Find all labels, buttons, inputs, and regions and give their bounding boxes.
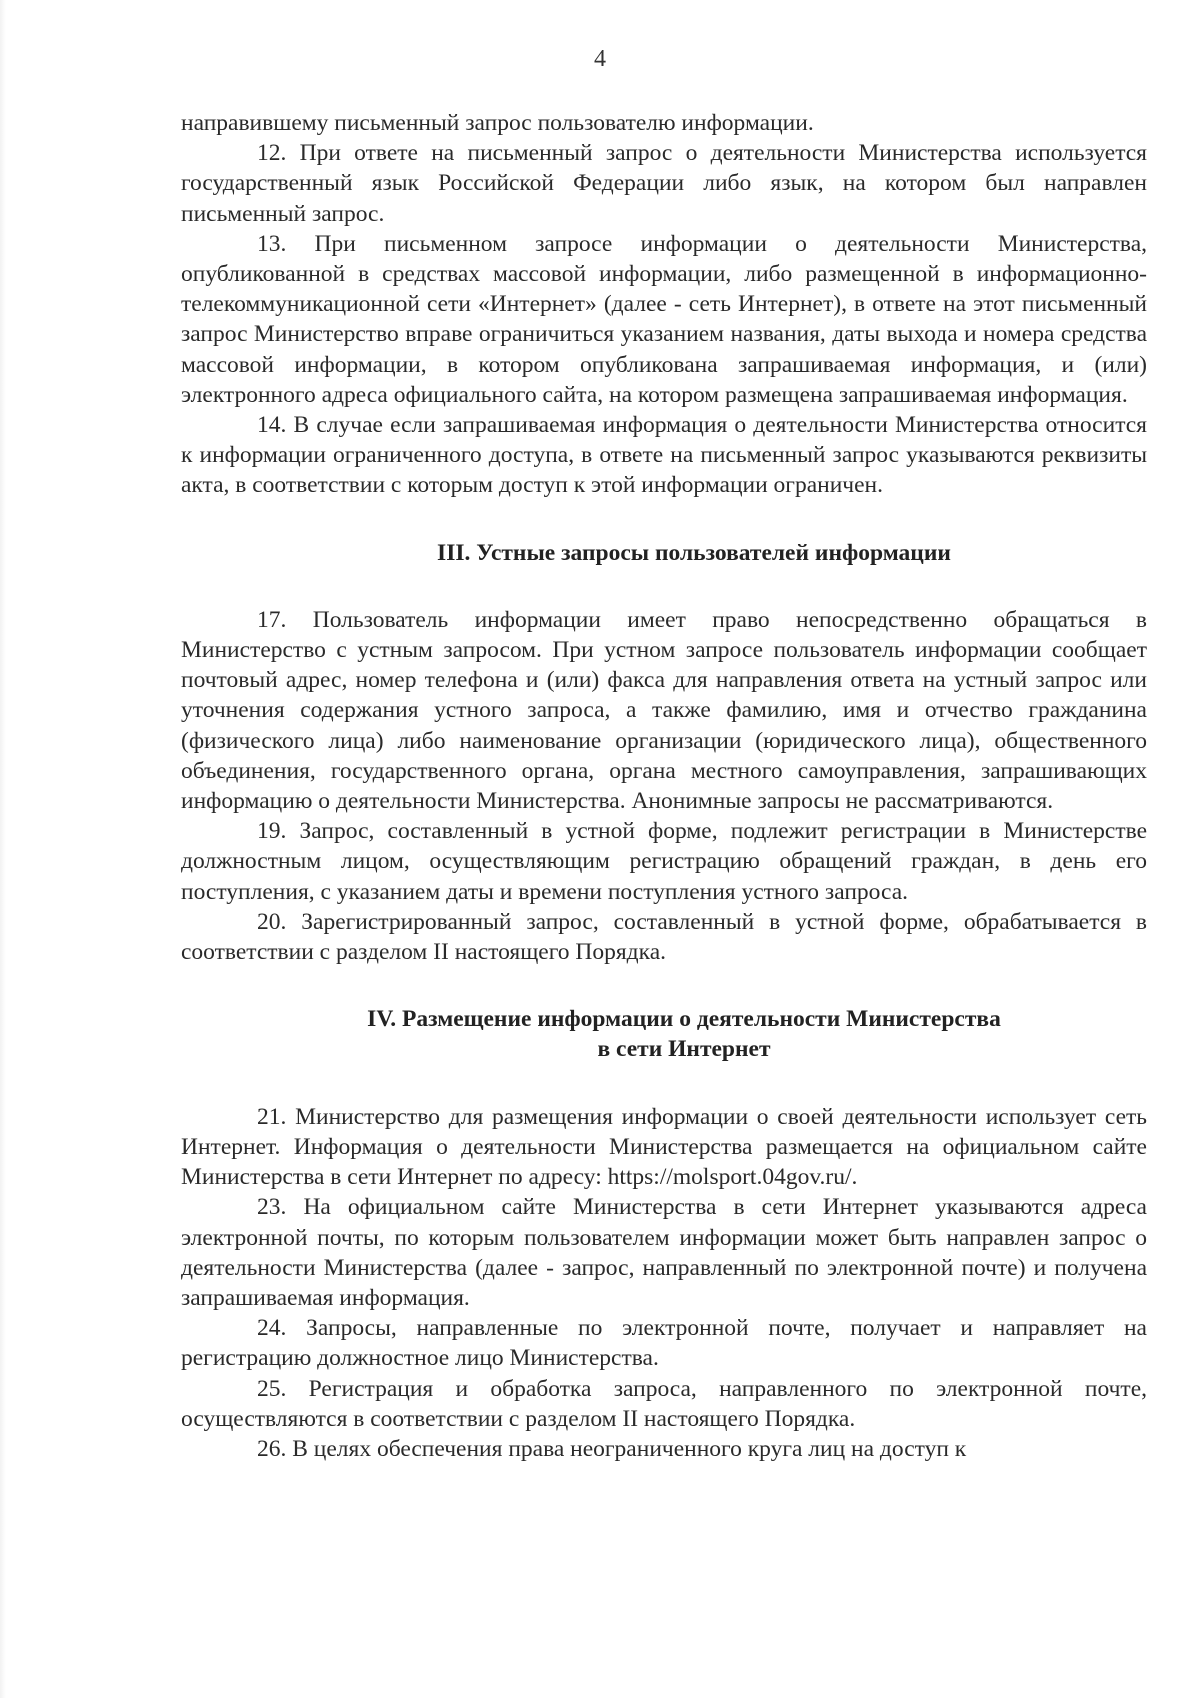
page-number: 4: [594, 46, 606, 72]
paragraph: 21. Министерство для размещения информации о своей деятельности использует сеть Интернет. Информация о деятельности Министерства размещается на официальном сайте Министерства в сети Интернет по адресу: https://molsport.04gov.ru/.: [181, 1103, 1147, 1191]
paragraph: 14. В случае если запрашиваемая информация о деятельности Министерства относится к информации ограниченного доступа, в ответе на письменный запрос указываются реквизиты акта, в соответствии с которым доступ к этой информации ограничен.: [181, 412, 1147, 499]
paragraph: 24. Запросы, направленные по электронной почте, получает и направляет на регистрацию должностное лицо Министерства.: [181, 1315, 1147, 1372]
paragraph: 20. Зарегистрированный запрос, составленный в устной форме, обрабатывается в соответствии с разделом II настоящего Порядка.: [181, 908, 1147, 966]
paragraph: 25. Регистрация и обработка запроса, направленного по электронной почте, осуществляются в соответствии с разделом II настоящего Порядка.: [181, 1375, 1147, 1432]
paragraphs-section-4: [181, 1102, 1147, 1464]
section-4-title-line-2: в сети Интернет: [597, 1036, 771, 1063]
section-3-title: [181, 538, 1147, 568]
document-body: [181, 108, 1147, 1464]
section-4-title-line-1: IV. Размещение информации о деятельности Министерства: [367, 1006, 1001, 1033]
scan-edge-left: [0, 0, 6, 1698]
paragraph: 26. В целях обеспечения права неограниченного круга лиц на доступ к: [257, 1435, 967, 1462]
section-3-title-text: III. Устные запросы пользователей информации: [437, 539, 951, 566]
paragraph: 13. При письменном запросе информации о деятельности Министерства, опубликованной в средствах массовой информации, либо размещенной в информационно-телекоммуникационной сети «Интернет» (далее - сеть Интернет), в ответе на этот письменный запрос Министерство вправе ограничиться указанием названия, даты выхода и номера средства массовой информации, в котором опубликована запрашиваемая информация, и (или) электронного адреса официального сайта, на котором размещена запрашиваемая информация.: [181, 230, 1147, 408]
paragraph: 19. Запрос, составленный в устной форме, подлежит регистрации в Министерстве должностным лицом, осуществляющим регистрацию обращений граждан, в день его поступления, с указанием даты и времени поступления устного запроса.: [181, 818, 1147, 905]
section-4-title: [181, 1004, 1147, 1064]
paragraphs-top: [181, 108, 1147, 501]
paragraphs-section-3: [181, 605, 1147, 967]
paragraph: 12. При ответе на письменный запрос о деятельности Министерства используется государственный язык Российской Федерации либо язык, на котором был направлен письменный запрос.: [181, 140, 1147, 227]
paragraph: направившему письменный запрос пользователю информации.: [181, 110, 814, 136]
paragraph: 23. На официальном сайте Министерства в сети Интернет указываются адреса электронной почты, по которым пользователем информации может быть направлен запрос о деятельности Министерства (далее - запрос, направленный по электронной почте) и получена запрашиваемая информация.: [181, 1194, 1147, 1311]
paragraph: 17. Пользователь информации имеет право непосредственно обращаться в Министерство с устным запросом. При устном запросе пользователь информации сообщает почтовый адрес, номер телефона и (или) факса для направления ответа на устный запрос или уточнения содержания устного запроса, а также фамилию, имя и отчество гражданина (физического лица) либо наименование организации (юридического лица), общественного объединения, государственного органа, органа местного самоуправления, запрашивающих информацию о деятельности Министерства. Анонимные запросы не рассматриваются.: [181, 606, 1147, 815]
